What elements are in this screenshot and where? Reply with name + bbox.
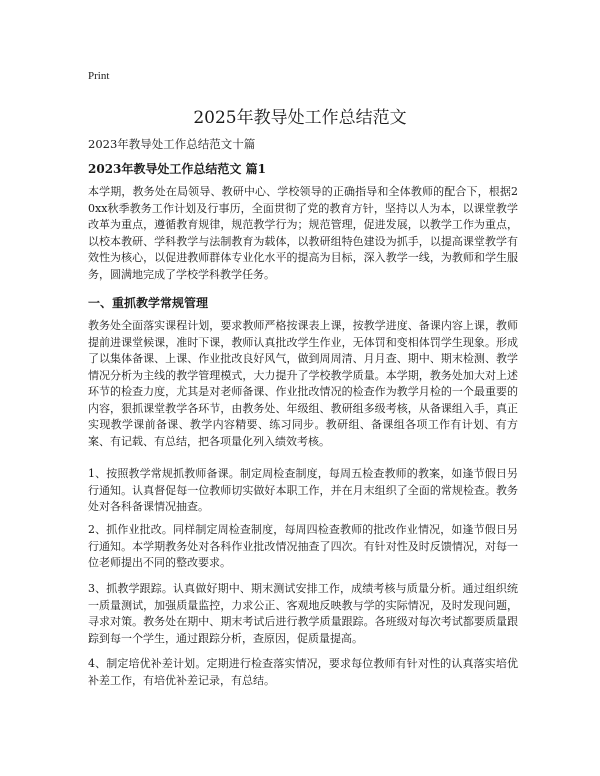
list-item: 1、按照教学常规抓教师备课。制定周检查制度，每周五检查教师的教案，如逢节假日另行通知。认真督促每一位教师切实做好本职工作，并在月末组织了全面的常规检查。教务处对各科备课情况抽查。 bbox=[88, 467, 518, 513]
page-title: 2025年教导处工作总结范文 bbox=[193, 108, 407, 128]
body-paragraph: 教务处全面落实课程计划，要求教师严格按课表上课，按教学进度、备课内容上课，教师提前进课堂候课，准时下课，教师认真批改学生作业，无体罚和变相体罚学生现象。形成了以集体备课、上课、作业批改良好风气，做到周周清、月月查、期中、期末检测、教学情况分析为主线的教学管理模式，大力提升了学校教学质量。本学期，教务处加大对上述环节的检查力度，尤其是对老师备课、作业批改情况的检查作为教学月检的一个最重要的内容，狠抓课堂教学各环节，由教务处、年级组、教研组多级考核，从备课组入手，真正实现教学课前备课、教学内容精要、练习同步。教研组、备课组各项工作有计划、有方案、有记载、有总结，把各项量化列入绩效考核。 bbox=[88, 319, 518, 448]
section-heading: 一、重抓教学常规管理 bbox=[88, 296, 209, 310]
list-item: 3、抓教学跟踪。认真做好期中、期末测试安排工作，成绩考核与质量分析。通过组织统一质量测试，加强质量监控，力求公正、客观地反映教与学的实际情况，及时发现问题，寻求对策。教务处在期中、期末考试后进行教学质量跟踪。各班级对每次考试都要质量跟踪到每一个学生，通过跟踪分析，查原因，促质量提高。 bbox=[88, 582, 518, 645]
print-link[interactable]: Print bbox=[88, 70, 110, 82]
section-title: 2023年教导处工作总结范文 篇1 bbox=[88, 162, 266, 176]
list-item: 2、抓作业批改。同样制定周检查制度，每周四检查教师的批改作业情况，如逢节假日另行通知。本学期教务处对各科作业批改情况抽查了四次。有针对性及时反馈情况，对每一位老师提出不同的整改要求。 bbox=[88, 523, 518, 569]
document-subtitle: 2023年教导处工作总结范文十篇 bbox=[88, 137, 256, 151]
list-item: 4、制定培优补差计划。定期进行检查落实情况，要求每位教师有针对性的认真落实培优补差工作，有培优补差记录，有总结。 bbox=[88, 657, 518, 687]
intro-paragraph: 本学期，教务处在局领导、教研中心、学校领导的正确指导和全体教师的配合下，根据20xx秋季教务工作计划及行事历，全面贯彻了党的教育方针，坚持以人为本，以课堂教学改革为重点，遵循教育规律，规范教学行为；规范管理，促进发展，以教学工作为重点，以校本教研、学科教学与法制教育为载体，以教研组特色建设为抓手，以提高课堂教学有效性为核心，以促进教师群体专业化水平的提高为目标，深入教学一线，为教师和学生服务，圆满地完成了学校学科教学任务。 bbox=[88, 185, 518, 281]
